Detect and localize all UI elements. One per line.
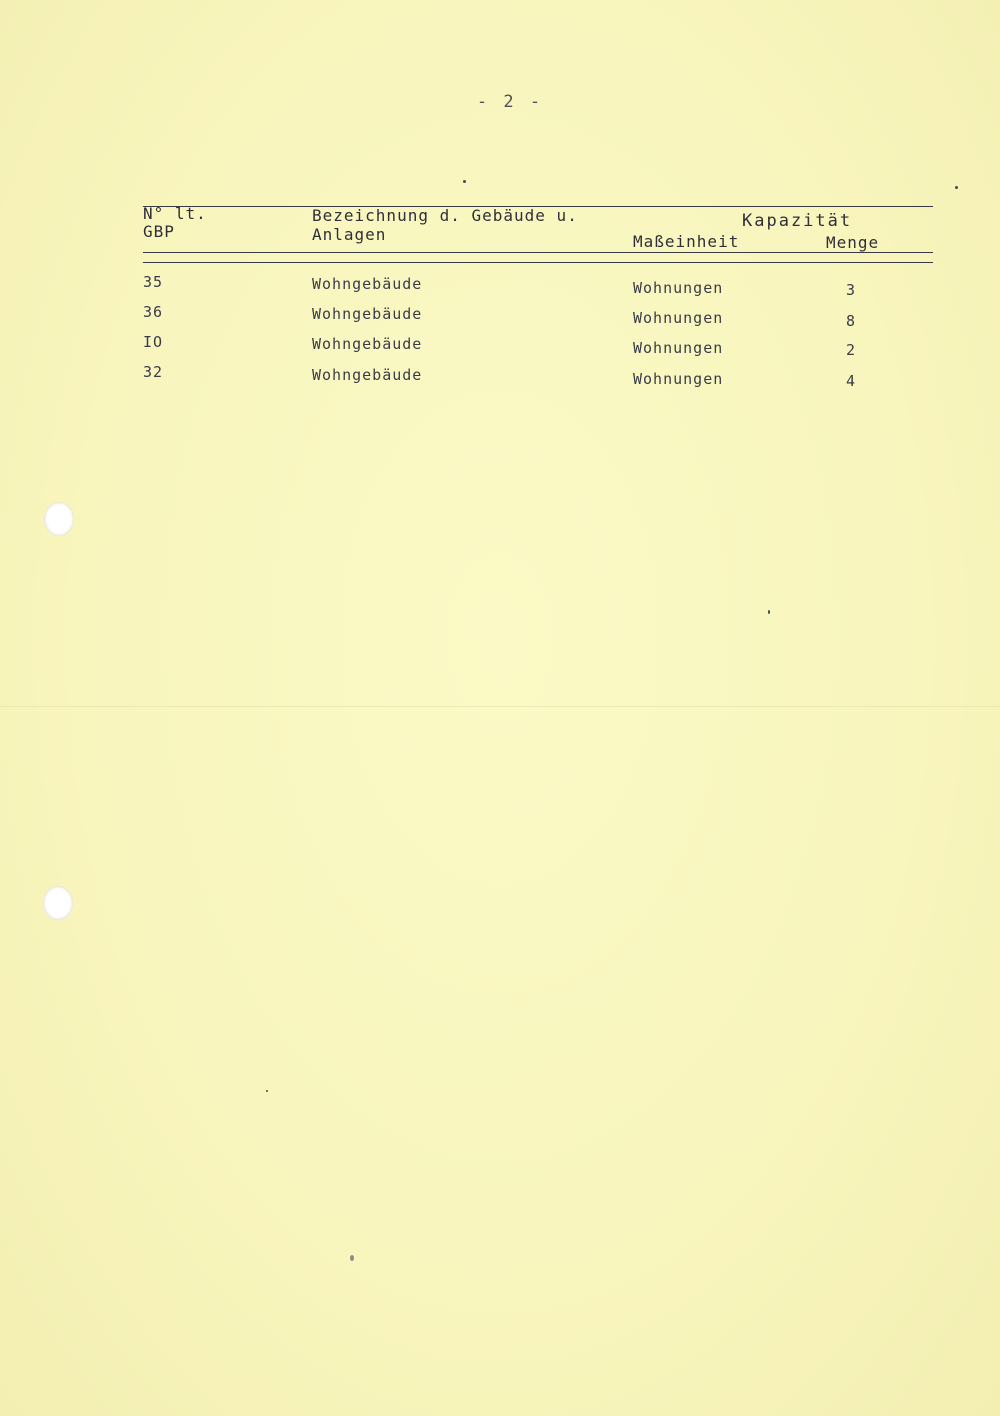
row-unit: Wohnungen: [633, 309, 724, 327]
fold-line: [0, 706, 1000, 707]
header-unit: Maßeinheit: [633, 232, 740, 251]
paper-speck: [955, 186, 958, 189]
header-capacity: Kapazität: [742, 211, 853, 231]
row-quantity: 4: [846, 372, 857, 390]
row-number: 35: [143, 273, 164, 291]
row-designation: Wohngebäude: [312, 366, 423, 384]
row-designation: Wohngebäude: [312, 335, 423, 353]
paper-speck: [350, 1255, 354, 1261]
paper-speck: [768, 610, 770, 614]
header-bottom-rule: [143, 252, 933, 253]
header-designation-continued: Anlagen: [312, 225, 387, 244]
paper-speck: [266, 1090, 268, 1092]
row-quantity: 8: [846, 312, 857, 330]
header-double-rule: [143, 262, 933, 263]
row-number: IO: [143, 333, 164, 351]
header-quantity: Menge: [826, 233, 880, 252]
row-quantity: 2: [846, 341, 857, 359]
row-unit: Wohnungen: [633, 279, 724, 297]
row-number: 32: [143, 363, 164, 381]
punch-hole-upper: [44, 502, 74, 536]
row-designation: Wohngebäude: [312, 305, 423, 323]
row-designation: Wohngebäude: [312, 275, 423, 293]
header-designation: Bezeichnung d. Gebäude u.: [312, 206, 578, 225]
row-number: 36: [143, 303, 164, 321]
header-gbp: GBP: [143, 222, 175, 241]
row-unit: Wohnungen: [633, 370, 724, 388]
row-quantity: 3: [846, 281, 857, 299]
paper-speck: [463, 180, 466, 183]
punch-hole-lower: [43, 886, 73, 920]
header-number: N° lt.: [143, 204, 207, 223]
page-number: - 2 -: [476, 92, 544, 112]
row-unit: Wohnungen: [633, 339, 724, 357]
